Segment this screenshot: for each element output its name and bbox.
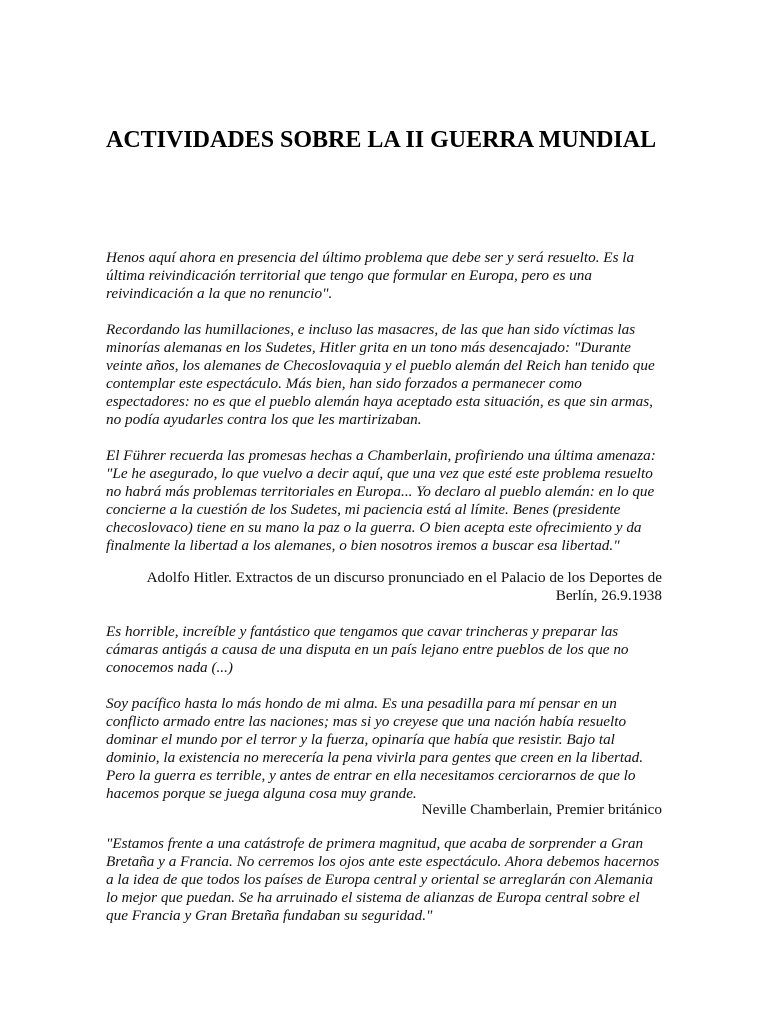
hitler-quote-paragraph-3: El Führer recuerda las promesas hechas a Chamberlain, profiriendo una última amenaza: "Le he asegurado, lo que vuelvo a decir aquí, que una vez que esté este problema resuelto no habrá más problemas territoriales en Europa... Yo declaro al pueblo alemán: en lo que concierne a la cuestión de los Sudetes, mi paciencia está al límite. Benes (presidente checoslovaco) tiene en su mano la paz o la guerra. O bien acepta este ofrecimiento y da finalmente la libertad a los alemanes, o bien nosotros iremos a buscar esa libertad."	[106, 447, 656, 554]
document-title: ACTIVIDADES SOBRE LA II GUERRA MUNDIAL	[106, 127, 657, 153]
hitler-quote-paragraph-1: Henos aquí ahora en presencia del último problema que debe ser y será resuelto. Es la última reivindicación territorial que tengo que formular en Europa, pero es una reivindicación a la que no renuncio".	[106, 249, 635, 302]
chamberlain-attribution: Neville Chamberlain, Premier británico	[421, 801, 662, 818]
hitler-quote-paragraph-2: Recordando las humillaciones, e incluso las masacres, de las que han sido víctimas las minorías alemanas en los Sudetes, Hitler grita en un tono más desencajado: "Durante veinte años, los alemanes de Checoslovaquia y el pueblo alemán del Reich han tenido que contemplar este espectáculo. Más bien, han sido forzados a permanecer como espectadores: no es que el pueblo alemán haya aceptado esta situación, es que sin armas, no podía ayudarles contra los que les martirizaban.	[106, 321, 655, 428]
chamberlain-quote-paragraph-1: Es horrible, increíble y fantástico que tengamos que cavar trincheras y preparar las cámaras antigás a causa de una disputa en un país lejano entre pueblos de los que no conocemos nada (...)	[106, 623, 629, 676]
hitler-attribution: Adolfo Hitler. Extractos de un discurso pronunciado en el Palacio de los Deportes de Berlín, 26.9.1938	[146, 569, 662, 604]
churchill-quote-paragraph: "Estamos frente a una catástrofe de primera magnitud, que acaba de sorprender a Gran Bretaña y a Francia. No cerremos los ojos ante este espectáculo. Ahora debemos hacernos a la idea de que todos los países de Europa central y oriental se arreglarán con Alemania lo mejor que puedan. Se ha arruinado el sistema de alianzas de Europa central sobre el que Francia y Gran Bretaña fundaban su seguridad."	[106, 835, 660, 924]
chamberlain-quote-paragraph-2: Soy pacífico hasta lo más hondo de mi alma. Es una pesadilla para mí pensar en un conflicto armado entre las naciones; mas si yo creyese que una nación había resuelto dominar el mundo por el terror y la fuerza, opinaría que había que resistir. Bajo tal dominio, la existencia no merecería la pena vivirla para gentes que creen en la libertad. Pero la guerra es terrible, y antes de entrar en ella necesitamos cerciorarnos de que lo hacemos porque se juega alguna cosa muy grande.	[106, 695, 644, 802]
